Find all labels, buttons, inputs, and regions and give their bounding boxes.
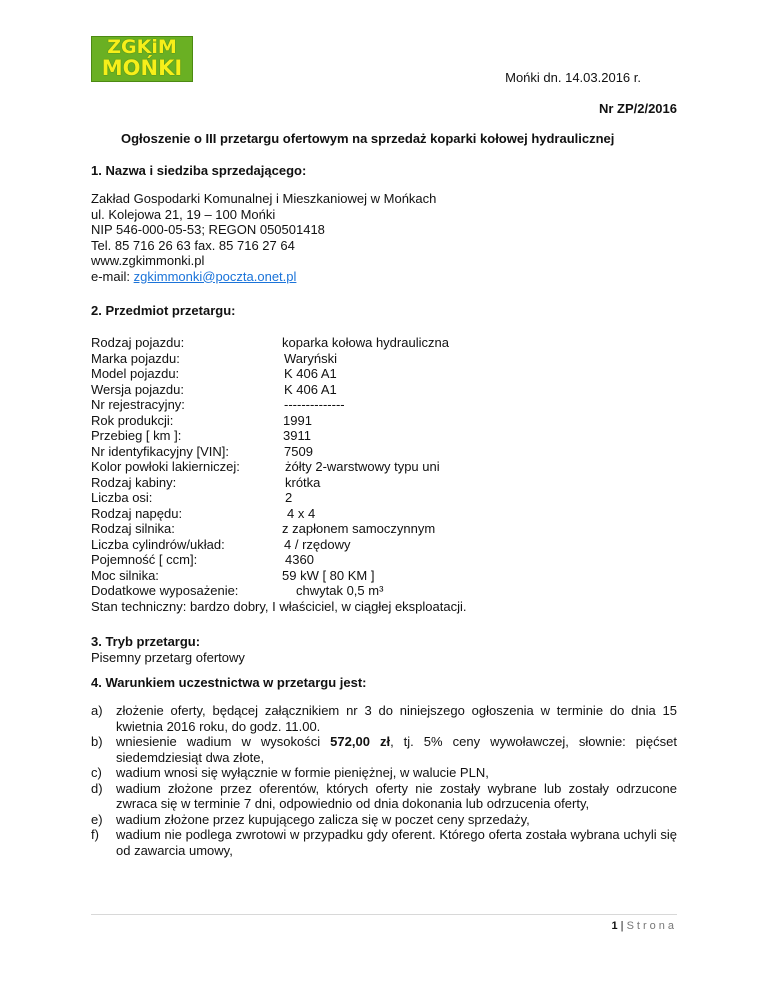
spec-value: K 406 A1 bbox=[284, 381, 337, 397]
spec-value: 4 x 4 bbox=[287, 505, 316, 521]
list-item-text: wadium złożone przez oferentów, których oferty nie zostały wybrane lub zostały odrzucone zwraca się w terminie 7 dni, odpowiednio od dnia dokonania lub odrzucenia oferty, bbox=[116, 780, 677, 811]
spec-row bbox=[91, 351, 337, 367]
seller-website: www.zgkimmonki.pl bbox=[91, 253, 205, 268]
spec-label: Rodzaj napędu: bbox=[91, 505, 183, 521]
spec-value: 2 bbox=[285, 490, 293, 505]
list-item-text: złożenie oferty, będącej załącznikiem nr 3 do niniejszego ogłoszenia w terminie do dnia 15 kwietnia 2016 roku, do godz. 11.00. bbox=[116, 703, 677, 734]
spec-label: Pojemność [ ccm]: bbox=[91, 552, 198, 567]
list-marker: a) bbox=[91, 703, 103, 718]
spec-row bbox=[91, 335, 449, 351]
list-item-text: wadium nie podlega zwrotowi w przypadku gdy oferent. Którego oferta została wybrana uchyli się od zawarcia umowy, bbox=[116, 827, 677, 858]
spec-row bbox=[91, 537, 350, 553]
wadium-amount: 572,00 zł bbox=[330, 734, 391, 749]
list-marker: b) bbox=[91, 734, 103, 749]
spec-row bbox=[91, 366, 337, 382]
spec-label: Rodzaj silnika: bbox=[91, 521, 175, 536]
list-item-text-before: wniesienie wadium w wysokości bbox=[116, 734, 331, 749]
spec-label: Nr identyfikacyjny [VIN]: bbox=[91, 443, 229, 459]
spec-value: 1991 bbox=[283, 412, 312, 428]
page-number: 1 bbox=[611, 920, 618, 932]
tender-mode: Pisemny przetarg ofertowy bbox=[91, 650, 245, 665]
list-item-text-after: , tj. 5% ceny wywoławczej, słownie: pięćset siedemdziesiąt dwa złote, bbox=[116, 734, 677, 765]
spec-label: Dodatkowe wyposażenie: bbox=[91, 583, 239, 598]
spec-row bbox=[91, 552, 314, 568]
email-link[interactable]: zgkimmonki@poczta.onet.pl bbox=[133, 268, 297, 284]
logo-line-1: ZGKiM bbox=[107, 36, 177, 58]
spec-label: Kolor powłoki lakierniczej: bbox=[91, 459, 240, 474]
seller-phone: Tel. 85 716 26 63 fax. 85 716 27 64 bbox=[91, 237, 295, 253]
spec-value: 4 / rzędowy bbox=[284, 536, 351, 552]
spec-value: koparka kołowa hydrauliczna bbox=[282, 335, 449, 350]
spec-row bbox=[91, 444, 313, 460]
spec-row bbox=[91, 413, 312, 429]
seller-street: ul. Kolejowa 21, 19 – 100 Mońki bbox=[91, 206, 276, 222]
list-marker: c) bbox=[91, 765, 102, 780]
spec-row bbox=[91, 583, 383, 599]
spec-label: Przebieg [ km ]: bbox=[91, 428, 182, 443]
section4-heading: 4. Warunkiem uczestnictwa w przetargu jest: bbox=[91, 675, 367, 690]
zgkim-logo bbox=[91, 36, 193, 82]
spec-value: chwytak 0,5 m³ bbox=[296, 583, 384, 598]
section3-heading: 3. Tryb przetargu: bbox=[91, 634, 201, 649]
spec-label: Rok produkcji: bbox=[91, 412, 174, 428]
spec-value: -------------- bbox=[284, 397, 345, 412]
spec-value: żółty 2-warstwowy typu uni bbox=[285, 459, 440, 474]
logo-line-2: MOŃKI bbox=[101, 56, 183, 80]
seller-email-line bbox=[91, 269, 436, 285]
conditions-list bbox=[91, 703, 677, 858]
spec-value: 4360 bbox=[285, 552, 314, 567]
section2-heading: 2. Przedmiot przetargu: bbox=[91, 303, 236, 318]
technical-condition: Stan techniczny: bardzo dobry, I właściciel, w ciągłej eksploatacji. bbox=[91, 599, 467, 614]
list-item bbox=[91, 703, 677, 734]
spec-value: z zapłonem samoczynnym bbox=[282, 521, 436, 536]
spec-label: Model pojazdu: bbox=[91, 366, 180, 381]
spec-row bbox=[91, 475, 320, 491]
list-marker: f) bbox=[91, 827, 99, 842]
spec-label: Liczba osi: bbox=[91, 490, 153, 505]
spec-label: Liczba cylindrów/układ: bbox=[91, 536, 225, 552]
spec-label: Rodzaj kabiny: bbox=[91, 474, 177, 490]
list-marker: e) bbox=[91, 811, 103, 827]
list-item bbox=[91, 734, 677, 765]
footer-divider bbox=[91, 914, 677, 915]
list-item bbox=[91, 781, 677, 812]
spec-label: Marka pojazdu: bbox=[91, 350, 180, 366]
spec-value: 59 kW [ 80 KM ] bbox=[282, 567, 375, 583]
list-item-text: wadium złożone przez kupującego zalicza się w poczet ceny sprzedaży, bbox=[116, 811, 530, 827]
list-item bbox=[91, 765, 677, 781]
list-marker: d) bbox=[91, 780, 103, 796]
spec-row bbox=[91, 382, 337, 398]
list-item-text: wadium wnosi się wyłącznie w formie pieniężnej, w walucie PLN, bbox=[116, 765, 489, 780]
spec-row bbox=[91, 506, 315, 522]
document-date: Mońki dn. 14.03.2016 r. bbox=[505, 70, 641, 85]
spec-row bbox=[91, 397, 345, 413]
spec-row bbox=[91, 459, 440, 475]
spec-row bbox=[91, 521, 435, 537]
spec-row bbox=[91, 428, 311, 444]
list-item bbox=[91, 827, 677, 858]
email-label: e-mail: bbox=[91, 268, 134, 284]
seller-address-block bbox=[91, 191, 436, 284]
seller-tax-ids: NIP 546-000-05-53; REGON 050501418 bbox=[91, 222, 325, 237]
page-word: Strona bbox=[626, 920, 677, 932]
footer-separator: | bbox=[620, 920, 624, 932]
spec-label: Rodzaj pojazdu: bbox=[91, 335, 185, 350]
spec-value: Waryński bbox=[284, 350, 337, 366]
spec-value: K 406 A1 bbox=[284, 366, 337, 381]
seller-name: Zakład Gospodarki Komunalnej i Mieszkaniowej w Mońkach bbox=[91, 191, 437, 206]
spec-label: Nr rejestracyjny: bbox=[91, 397, 185, 412]
section1-heading: 1. Nazwa i siedziba sprzedającego: bbox=[91, 163, 307, 178]
spec-label: Moc silnika: bbox=[91, 567, 159, 583]
page-footer bbox=[611, 920, 677, 932]
spec-label: Wersja pojazdu: bbox=[91, 381, 184, 397]
spec-value: 3911 bbox=[283, 428, 311, 443]
spec-row bbox=[91, 568, 374, 584]
spec-value: 7509 bbox=[284, 443, 313, 459]
spec-row bbox=[91, 490, 292, 506]
document-number: Nr ZP/2/2016 bbox=[598, 101, 677, 116]
spec-value: krótka bbox=[285, 474, 321, 490]
document-title: Ogłoszenie o III przetargu ofertowym na sprzedaż koparki kołowej hydraulicznej bbox=[121, 131, 615, 146]
list-item bbox=[91, 812, 677, 828]
